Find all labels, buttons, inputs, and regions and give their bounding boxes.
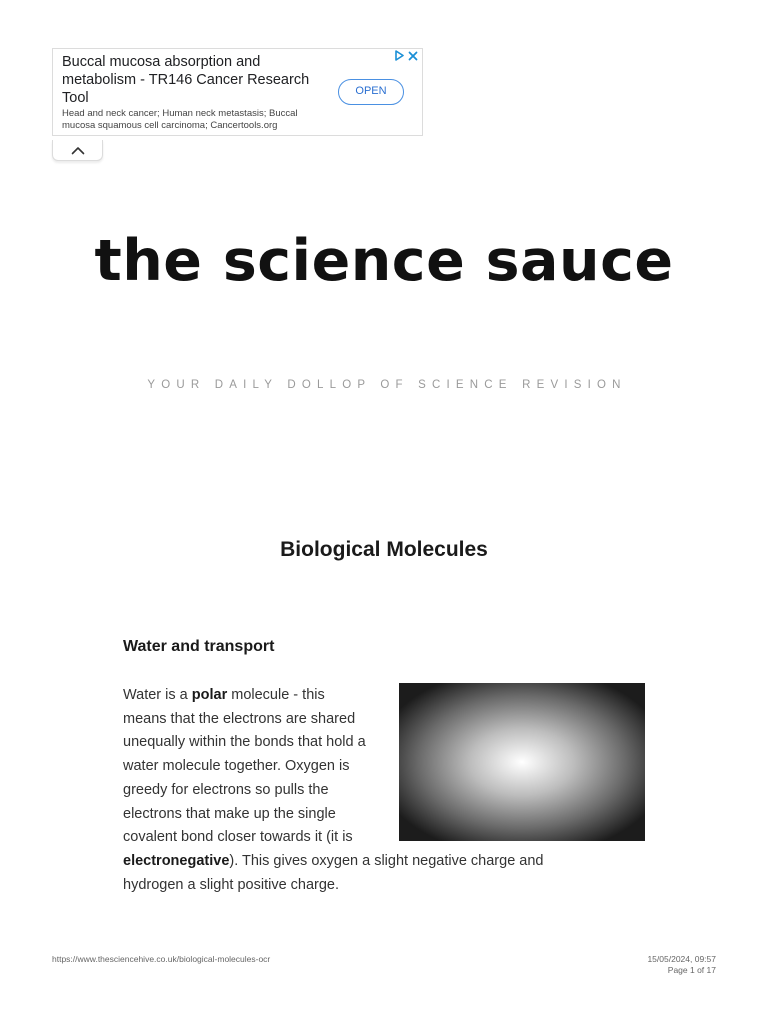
section-heading: Water and transport bbox=[123, 638, 275, 655]
site-title[interactable]: the science sauce bbox=[94, 228, 674, 294]
page-title: Biological Molecules bbox=[280, 538, 488, 561]
ad-title[interactable]: Buccal mucosa absorption and metabolism - TR146 Cancer Research Tool bbox=[62, 54, 310, 106]
ad-open-button[interactable]: OPEN bbox=[338, 79, 404, 105]
ad-banner[interactable] bbox=[52, 48, 423, 136]
image-float-spacer bbox=[368, 684, 563, 843]
paragraph-text: ). This gives oxygen a slight negative charge and hydrogen a slight positive charge. bbox=[123, 852, 544, 893]
paragraph-text: Water is a bbox=[123, 687, 192, 703]
footer-url: https://www.thesciencehive.co.uk/biological-molecules-ocr bbox=[52, 954, 271, 964]
adchoices-icon[interactable] bbox=[394, 50, 405, 61]
footer-meta bbox=[647, 954, 716, 976]
term-electronegative: electronegative bbox=[123, 852, 230, 869]
ad-collapse-tab[interactable] bbox=[52, 140, 103, 161]
ad-description: Head and neck cancer; Human neck metastasis; Buccal mucosa squamous cell carcinoma; Cancertools.org bbox=[62, 108, 298, 131]
footer-datetime: 15/05/2024, 09:57 bbox=[647, 954, 716, 964]
term-polar: polar bbox=[191, 687, 228, 703]
close-icon[interactable] bbox=[408, 51, 418, 61]
paragraph-text: molecule - this means that the electrons are shared unequally within the bonds that hold a water molecule together. Oxygen is greedy for electrons so pulls the electrons that make up the single covalent bond closer towards it (it is bbox=[123, 687, 366, 846]
article-paragraph bbox=[123, 684, 563, 897]
site-tagline: YOUR DAILY DOLLOP OF SCIENCE REVISION bbox=[147, 379, 627, 391]
chevron-up-icon bbox=[71, 146, 85, 155]
ad-choices[interactable] bbox=[394, 50, 418, 61]
footer-page-number: Page 1 of 17 bbox=[667, 965, 716, 975]
